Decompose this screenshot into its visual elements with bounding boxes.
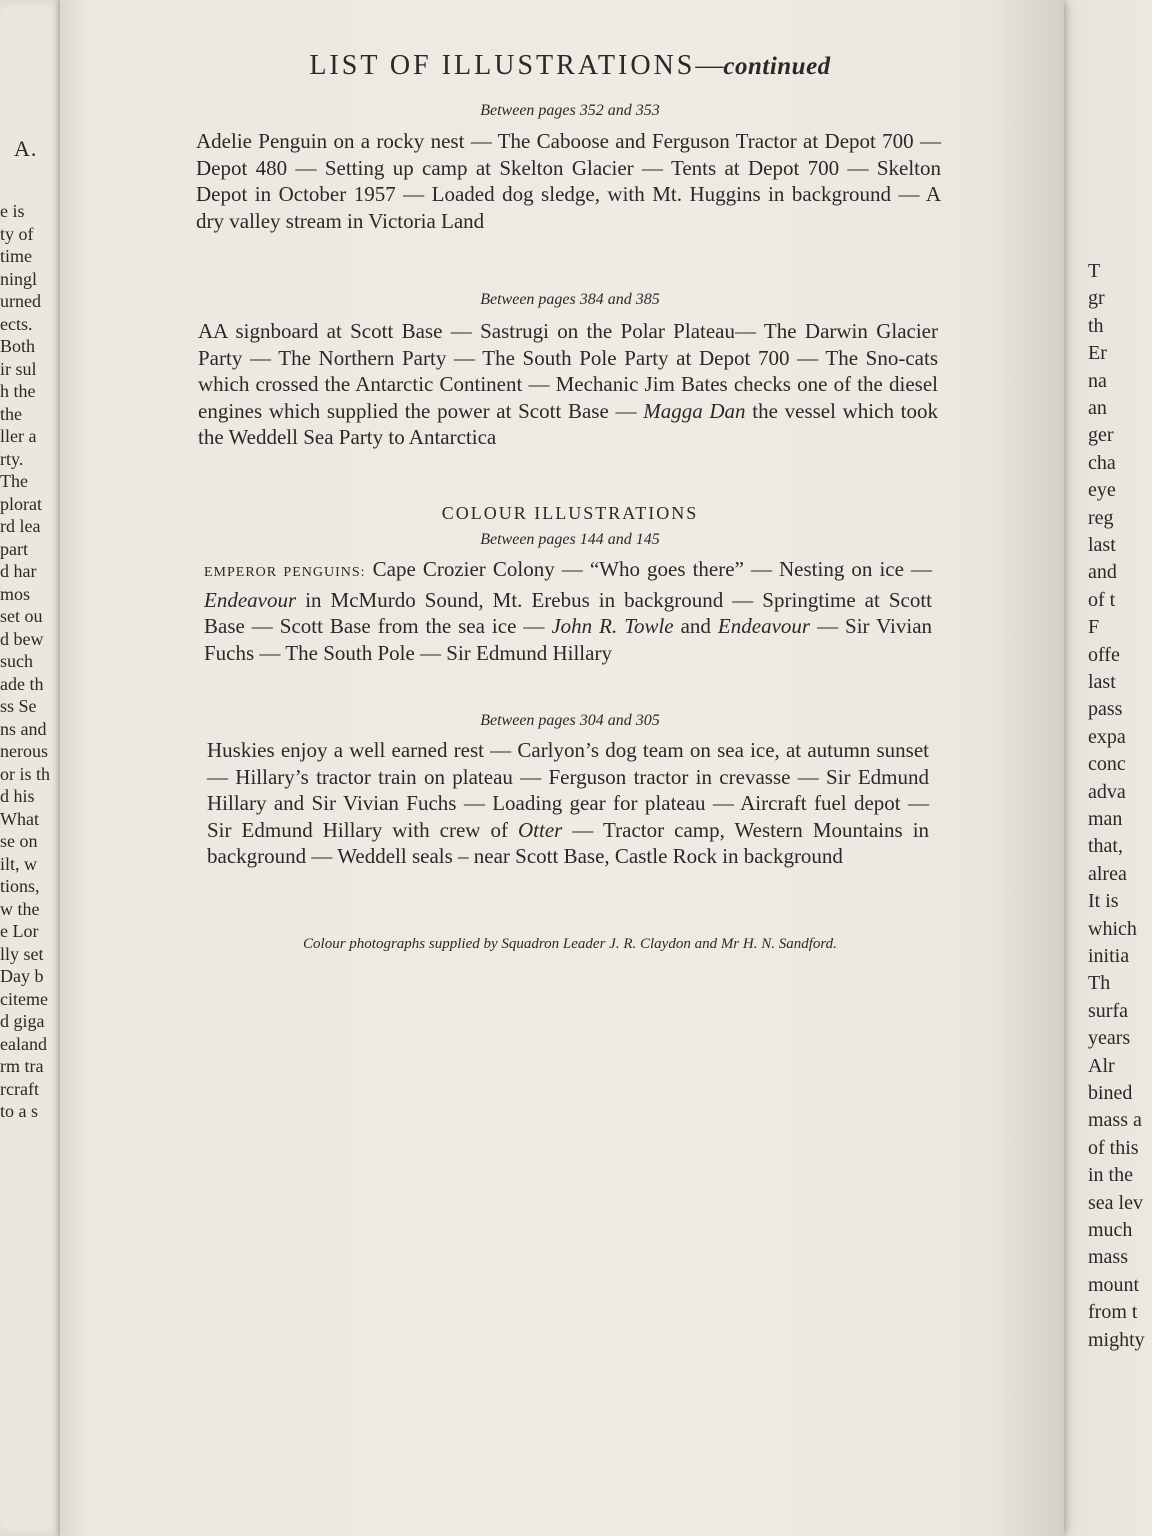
left-page-line: rd lea: [0, 516, 41, 536]
left-page-line: d har: [0, 561, 37, 581]
left-page-line: the: [0, 403, 22, 424]
section-text-304-t1: Huskies enjoy a well earned rest — Carlyon’s dog team on sea ice, at autumn sunset — Hillary’s tractor train on plateau — Ferguson tractor in crevasse — Sir Edmund Hillary and Sir Vivian Fuchs — Loading gear for plateau — Aircraft fuel depot — Sir Edmund Hillary with crew of: [207, 738, 929, 842]
right-page-line: mount: [1088, 1273, 1140, 1296]
right-page-line: expa: [1088, 725, 1126, 748]
left-page-line: What: [0, 808, 39, 829]
left-page-line: ealand: [0, 1033, 47, 1054]
right-page-line: last: [1088, 671, 1116, 693]
left-page-line: Both: [0, 336, 36, 356]
right-page-line: an: [1088, 397, 1107, 419]
left-page-line: to a s: [0, 1101, 38, 1121]
right-page-line: conc: [1088, 753, 1126, 776]
left-page-line: rcraft: [0, 1078, 39, 1099]
right-page-line: that,: [1088, 835, 1123, 858]
left-page-line: part: [0, 538, 28, 559]
right-page-line: Th: [1088, 972, 1111, 995]
vessel-name: Magga Dan: [643, 398, 746, 423]
left-page-line: rty.: [0, 448, 24, 469]
photo-credit: Colour photographs supplied by Squadron Leader J. R. Claydon and Mr H. N. Sandford.: [303, 936, 837, 952]
left-page-line: w the: [0, 898, 40, 919]
left-page-line: h the: [0, 381, 36, 401]
ship-name-endeavour-2: Endeavour: [717, 614, 811, 638]
right-page-line: initia: [1088, 945, 1130, 967]
section-text-144-t2: in McMurdo Sound, Mt. Erebus in background — Springtime at Scott Base — Scott Base from the sea ice —: [204, 587, 933, 638]
right-page-line: cha: [1088, 451, 1116, 474]
right-page-line: It is: [1088, 890, 1119, 913]
right-page-line: which: [1088, 917, 1137, 940]
right-page-line: reg: [1088, 506, 1114, 529]
right-page-line: man: [1088, 808, 1123, 830]
right-page-line: of this: [1088, 1136, 1139, 1159]
right-page-line: eye: [1088, 479, 1116, 502]
right-page-line: mighty: [1088, 1328, 1145, 1351]
right-page-line: gr: [1088, 287, 1105, 310]
right-page-line: F: [1088, 616, 1100, 639]
section-text-352-body: Adelie Penguin on a rocky nest — The Caboose and Ferguson Tractor at Depot 700 — Depot 480 — Setting up camp at Skelton Glacier — Tents at Depot 700 — Skelton Depot in October 1957 — Loaded dog sledge, with Mt. Huggins in background — A dry valley stream in Victoria Land: [196, 129, 941, 233]
left-page-line: Day b: [0, 966, 44, 986]
left-page-line: mos: [0, 583, 31, 604]
right-page-line: of t: [1088, 588, 1116, 611]
left-page-line: ller a: [0, 426, 37, 446]
right-page-line: from t: [1088, 1301, 1138, 1324]
left-page-line: lly set: [0, 943, 44, 964]
left-page-line: e Lor: [0, 921, 39, 941]
ship-name-john-r-towle: John R. Towle: [551, 614, 674, 638]
left-page-line: ty of: [0, 223, 34, 244]
section-text-384-b: the vessel which took the Weddell Sea Party to Antarctica: [198, 398, 938, 449]
right-page-line: Alr: [1088, 1054, 1115, 1077]
right-page-line: years: [1088, 1027, 1131, 1050]
section-heading-144: Between pages 144 and 145: [480, 531, 660, 548]
left-page-line: d his: [0, 786, 35, 806]
section-text-144-t1: Cape Crozier Colony — “Who goes there” — Nesting on ice —: [372, 557, 932, 581]
left-page-line: se on: [0, 831, 38, 851]
section-text-384: [198, 318, 938, 451]
aircraft-name-otter: Otter: [518, 817, 563, 842]
right-page-line: in the: [1088, 1164, 1133, 1187]
left-page-line: urned: [0, 291, 41, 311]
section-text-352: [196, 128, 941, 234]
section-heading-352: Between pages 352 and 353: [480, 102, 660, 119]
right-page-line: pass: [1088, 698, 1123, 721]
section-heading-304: Between pages 304 and 305: [480, 712, 660, 729]
right-page-line: and: [1088, 561, 1117, 584]
left-page-line: time: [0, 246, 32, 266]
right-page-line: ger: [1088, 424, 1114, 447]
left-page-line: ade th: [0, 673, 44, 694]
left-page-line: or is th: [0, 763, 51, 784]
section-text-144-t3: and: [680, 614, 711, 638]
left-page-line: d bew: [0, 628, 44, 649]
right-page-line: T: [1088, 260, 1101, 282]
right-page-line: surfa: [1088, 999, 1128, 1022]
left-page-line: ss Se: [0, 696, 37, 716]
left-page-line: citeme: [0, 988, 48, 1009]
section-text-384-a: AA signboard at Scott Base — Sastrugi on the Polar Plateau— The Darwin Glacier Party — The Northern Party — The South Pole Party at Depot 700 — The Sno-cats which crossed the Antarctic Continent — Mechanic Jim Bates checks one of the diesel engines which supplied the power at Scott Base —: [198, 319, 938, 423]
section-heading-384: Between pages 384 and 385: [480, 291, 660, 308]
left-page-line: nerous: [0, 741, 48, 761]
left-page-line: e is: [0, 201, 25, 221]
right-page-line: mass a: [1088, 1109, 1142, 1132]
left-page-line: tions,: [0, 876, 40, 896]
page-title: [205, 50, 935, 82]
left-page-line: ilt, w: [0, 853, 38, 874]
section-text-304-t2: — Tractor camp, Western Mountains in background — Weddell seals – near Scott Base, Castle Rock in background: [207, 817, 930, 868]
left-page-line: such: [0, 651, 33, 671]
right-page-line: sea lev: [1088, 1191, 1143, 1214]
emperor-penguins-label: EMPEROR PENGUINS:: [204, 565, 366, 580]
right-page-line: offe: [1088, 643, 1120, 666]
colour-illustrations-heading: COLOUR ILLUSTRATIONS: [441, 503, 699, 523]
left-page-line: ningl: [0, 268, 38, 289]
right-page-line: alrea: [1088, 862, 1127, 885]
left-page-line: rm tra: [0, 1056, 44, 1076]
left-page-line: d giga: [0, 1011, 45, 1031]
left-page-line: ns and: [0, 718, 47, 739]
right-page-line: mass: [1088, 1246, 1128, 1269]
title-text: LIST OF ILLUSTRATIONS: [309, 50, 696, 81]
section-text-144-t4: — Sir Vivian Fuchs — The South Pole — Sir Edmund Hillary: [204, 614, 933, 665]
section-text-304: [207, 737, 929, 870]
left-page-line: plorat: [0, 493, 42, 514]
left-page-line: ects.: [0, 313, 33, 334]
right-page-line: th: [1088, 314, 1104, 337]
right-page-line: last: [1088, 534, 1116, 556]
right-page-line: bined: [1088, 1082, 1133, 1104]
title-continued: continued: [723, 53, 831, 80]
title-dash: —: [695, 50, 724, 81]
right-page-line: Er: [1088, 342, 1107, 365]
left-page-initial: A.: [14, 136, 38, 161]
section-text-144: [204, 556, 932, 666]
right-page-line: adva: [1088, 780, 1126, 803]
left-page-line: ir sul: [0, 358, 37, 379]
right-page-line: na: [1088, 369, 1107, 392]
right-page-line: much: [1088, 1219, 1133, 1241]
ship-name-endeavour: Endeavour: [204, 587, 297, 612]
left-page-line: set ou: [0, 606, 43, 626]
left-page-line: The: [0, 471, 28, 491]
